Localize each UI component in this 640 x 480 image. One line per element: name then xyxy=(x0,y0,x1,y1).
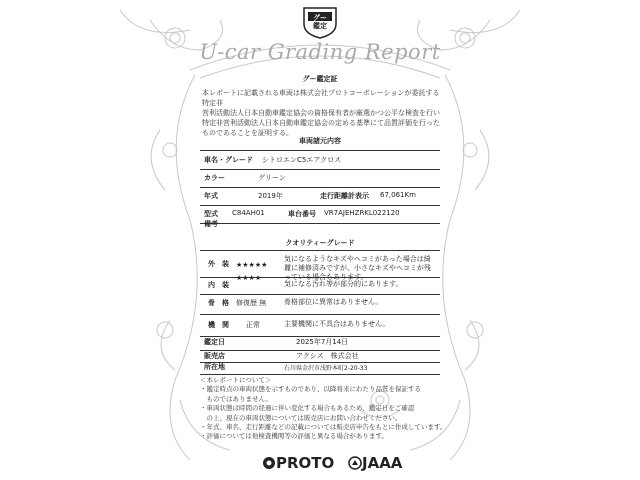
frame-grade: 修復歴 無 xyxy=(236,299,267,307)
appraisal-date-row xyxy=(200,336,440,351)
model-label: 型式 xyxy=(204,210,218,218)
name-value: シトロエンC5エアクロス xyxy=(262,156,342,164)
badge-line2: 鑑定 xyxy=(313,22,327,30)
quality-row-engine xyxy=(200,314,440,337)
vehicle-year-row xyxy=(200,187,440,206)
address-label: 所在地 xyxy=(204,363,225,371)
jaaa-mark-icon xyxy=(348,456,362,470)
vehicle-section-title: 車両諸元内容 xyxy=(299,137,341,145)
color-label: カラー xyxy=(204,174,225,182)
report-notes xyxy=(200,376,447,442)
badge-line1: グー xyxy=(313,14,327,22)
address-row xyxy=(200,362,440,375)
note-line: ものではありません。 xyxy=(200,394,272,403)
year-label: 年式 xyxy=(204,192,218,200)
intro-line: 特定非営利活動法人日本自動車鑑定協会の定める基準にて品質評価を行った xyxy=(202,119,440,127)
report-title: U-car Grading Report xyxy=(199,40,441,64)
intro-text xyxy=(202,88,442,138)
shop-label: 販売店 xyxy=(204,352,225,360)
engine-grade: 正常 xyxy=(246,321,260,329)
note-line: ・年式、車名、走行距離などの記載については販売店申告をもとに作成しています。 xyxy=(200,423,447,432)
year-value: 2019年 xyxy=(258,192,283,200)
mileage-label: 走行距離計表示 xyxy=(320,192,369,200)
exterior-grade: ★★★★★ xyxy=(236,261,268,269)
chassis-value: VR7AJEHZRKL022120 xyxy=(324,209,400,217)
intro-line: ものであることを証明する。 xyxy=(202,129,293,137)
interior-label: 内 装 xyxy=(208,281,229,289)
quality-row-interior xyxy=(200,274,440,295)
note-line: ・鑑定時点の車両状態を示すものであり、以降将来にわたり品質を保証する xyxy=(200,385,421,394)
interior-grade: ★★★★ xyxy=(236,274,262,282)
proto-logo xyxy=(262,454,334,472)
quality-table-top-rule xyxy=(200,250,440,251)
vehicle-name-row xyxy=(200,151,440,170)
notes-title: ＜本レポートについて＞ xyxy=(200,376,272,384)
mileage-value: 67,061Km xyxy=(380,191,416,199)
note-line: ・車両状態は時間の経過に伴い変化する場合もあるため、鑑定日をご確認 xyxy=(200,404,415,413)
intro-line: 営利活動法人日本自動車鑑定協会の資格保有者が厳選かつ公平な検査を行い xyxy=(202,109,440,117)
vehicle-color-row xyxy=(200,169,440,188)
remarks-label: 備考 xyxy=(204,220,218,228)
model-value: C84AH01 xyxy=(232,209,265,217)
jaaa-text: JAAA xyxy=(362,454,403,472)
name-label: 車名・グレード xyxy=(204,156,253,164)
proto-mark-icon xyxy=(262,456,276,470)
frame-label: 骨 格 xyxy=(208,299,229,307)
note-line: ・評価については他検査機関等の評価と異なる場合があります。 xyxy=(200,432,388,441)
vehicle-remarks-row xyxy=(200,220,440,233)
note-line: の上、現在の車両状態については販売店にお問い合わせください。 xyxy=(200,413,402,422)
quality-section-title: クオリティーグレード xyxy=(285,239,355,247)
interior-desc: 気になる汚れ等が部分的にあります。 xyxy=(284,280,403,288)
address-value: 石川県金沢市浅野本町2-20-33 xyxy=(284,365,368,372)
intro-line: 本レポートに記載される車両は株式会社プロトコーポレーションが委託する特定非 xyxy=(202,89,440,107)
engine-label: 機 関 xyxy=(208,321,229,329)
date-value: 2025年7月14日 xyxy=(296,338,349,346)
frame-desc: 骨格部位に異常はありません。 xyxy=(284,298,383,306)
quality-row-frame xyxy=(200,294,440,315)
date-label: 鑑定日 xyxy=(204,338,225,346)
shop-value: アクシス 株式会社 xyxy=(296,352,359,360)
chassis-label: 車台番号 xyxy=(288,210,316,218)
exterior-label: 外 装 xyxy=(208,260,229,268)
engine-desc: 主要機関に不具合はありません。 xyxy=(284,320,390,328)
color-value: グリーン xyxy=(258,174,286,182)
goo-appraisal-badge xyxy=(300,4,340,40)
jaaa-logo xyxy=(348,454,402,472)
exterior-desc: 気になるようなキズやヘコミがあった場合は綺麗に補修済みですが、小さなキズやヘコミが残っている場合もあります。 xyxy=(284,255,431,281)
certificate-title: グー鑑定証 xyxy=(302,75,338,83)
proto-text: PROTO xyxy=(276,454,335,472)
vehicle-model-row xyxy=(200,205,440,224)
